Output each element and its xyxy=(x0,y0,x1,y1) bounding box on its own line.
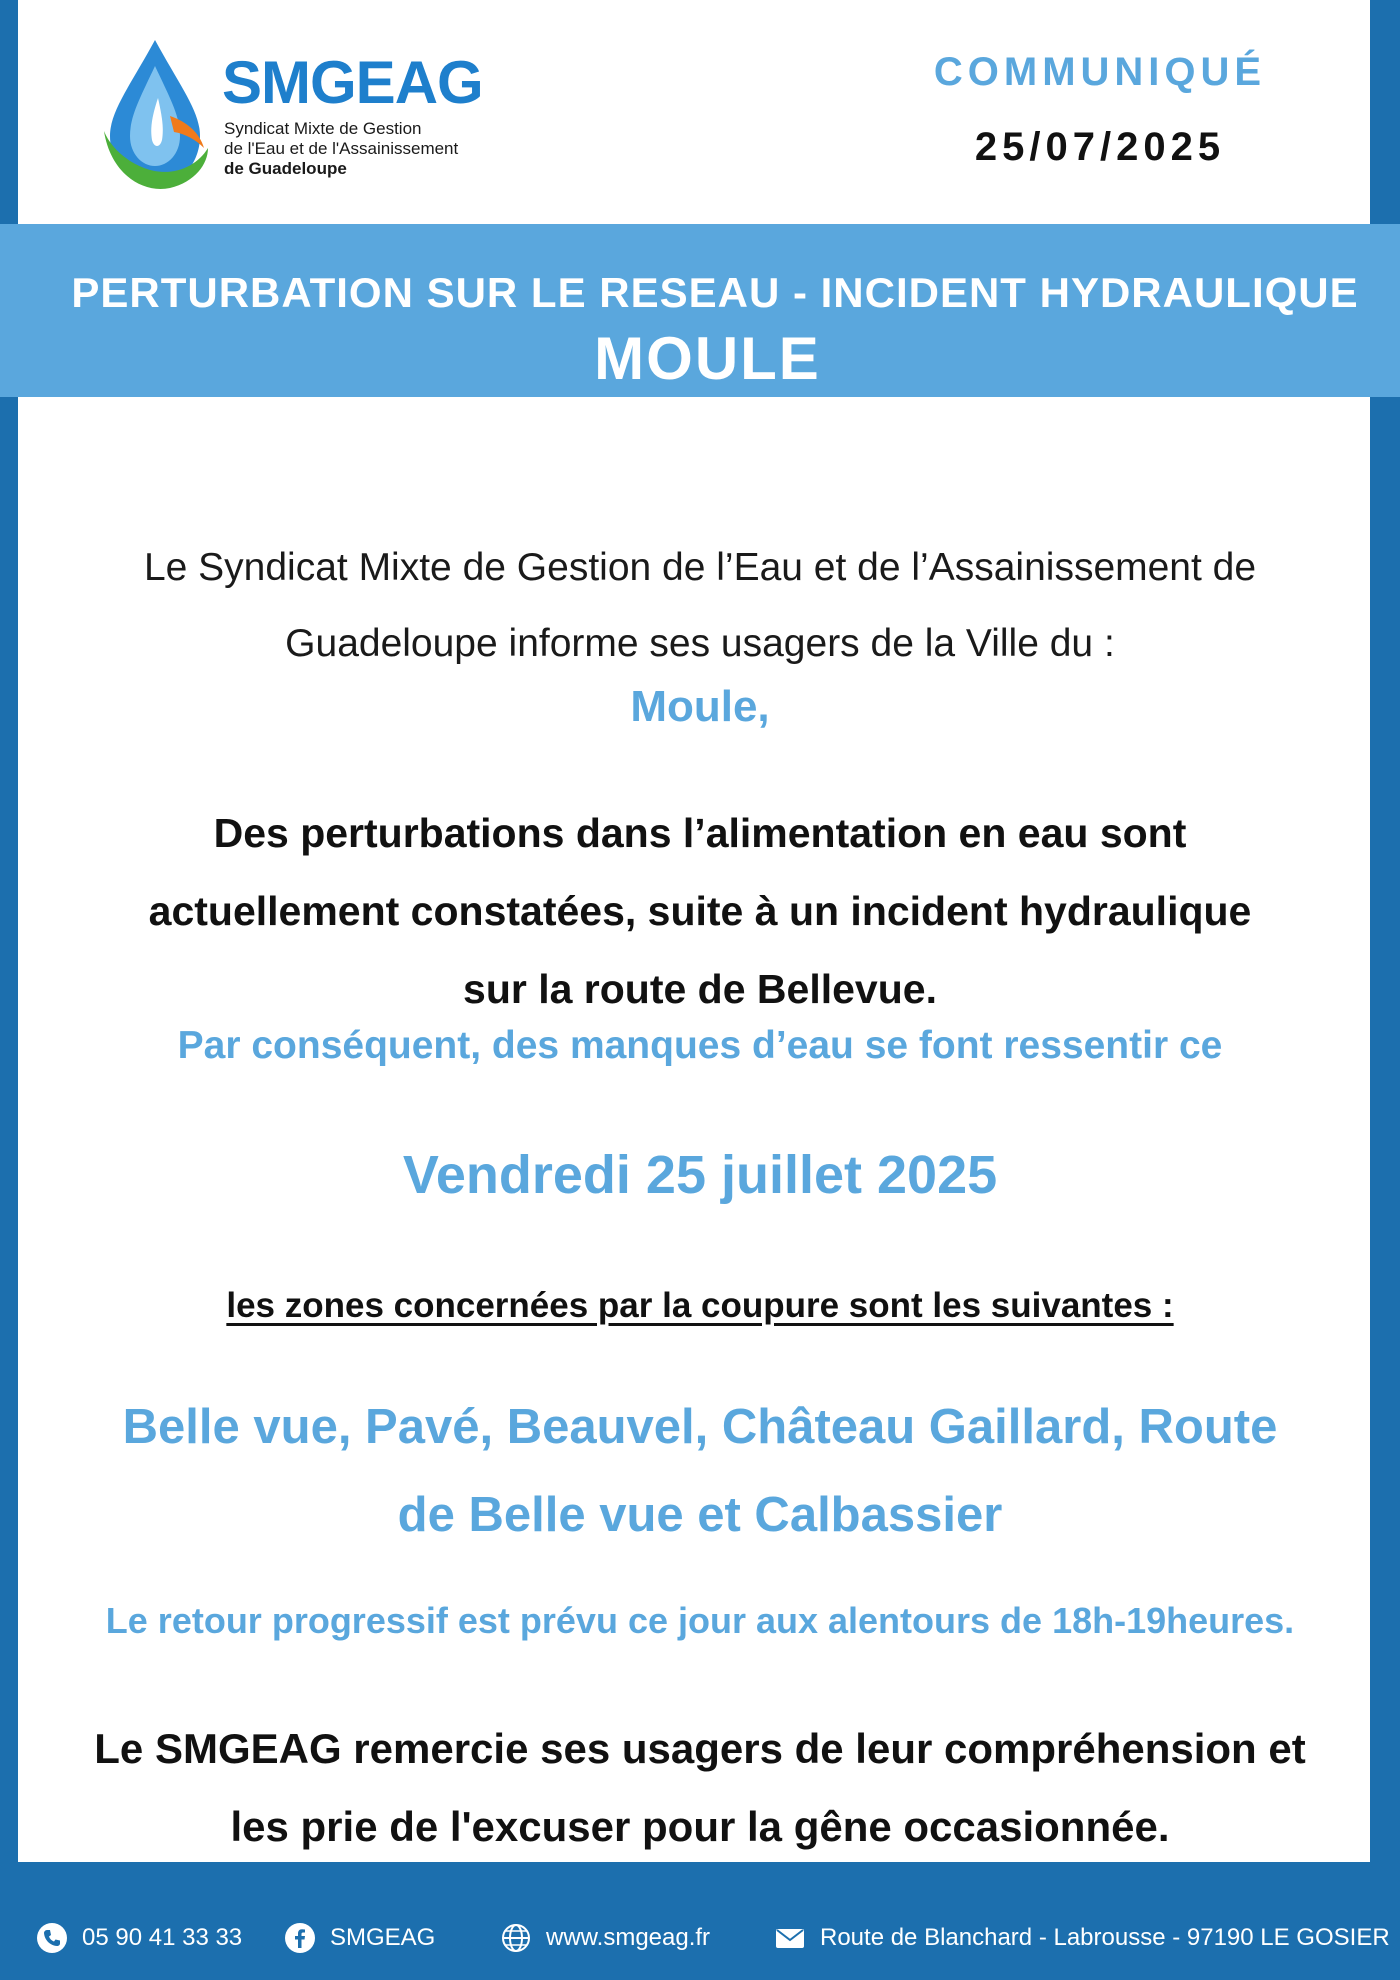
facebook-icon xyxy=(284,1922,316,1954)
brand-subtitle-line: de Guadeloupe xyxy=(224,159,347,178)
incident-line: actuellement constatées, suite à un incident hydraulique xyxy=(148,888,1252,934)
intro-line: Guadeloupe informe ses usagers de la Ville du : xyxy=(285,622,1115,665)
smgeag-logo xyxy=(100,36,520,196)
footer-address xyxy=(774,1922,1390,1954)
postal-address: Route de Blanchard - Labrousse - 97190 LE GOSIER xyxy=(820,1924,1390,1951)
brand-subtitle xyxy=(224,119,524,179)
water-drop-logo-icon xyxy=(100,36,210,196)
incident-day: Vendredi 25 juillet 2025 xyxy=(402,1145,998,1205)
document-type: COMMUNIQUÉ xyxy=(933,50,1267,94)
footer-facebook[interactable] xyxy=(284,1922,435,1954)
envelope-icon xyxy=(774,1922,806,1954)
town-name: Moule, xyxy=(630,682,770,731)
intro-line: Le Syndicat Mixte de Gestion de l’Eau et de l’Assainissement de xyxy=(143,546,1257,589)
banner-title: PERTURBATION SUR LE RESEAU - INCIDENT HYDRAULIQUE xyxy=(71,269,1359,316)
thanks-line: les prie de l'excuser pour la gêne occasionnée. xyxy=(230,1803,1170,1850)
zones-line: de Belle vue et Calbassier xyxy=(397,1488,1003,1542)
title-banner xyxy=(0,224,1400,397)
incident-line: sur la route de Bellevue. xyxy=(463,966,937,1012)
consequence-text: Par conséquent, des manques d’eau se font ressentir ce xyxy=(177,1024,1223,1067)
contact-footer xyxy=(0,1910,1400,1970)
zones-line: Belle vue, Pavé, Beauvel, Château Gaillard, Route xyxy=(122,1400,1278,1454)
brand-subtitle-line: de l'Eau et de l'Assainissement xyxy=(224,139,459,158)
intro-paragraph xyxy=(30,530,1370,682)
brand-subtitle-line: Syndicat Mixte de Gestion xyxy=(224,119,422,138)
brand-name: SMGEAG xyxy=(222,49,483,116)
footer-phone[interactable] xyxy=(36,1922,242,1954)
zones-list xyxy=(30,1383,1370,1559)
zones-heading: les zones concernées par la coupure sont les suivantes : xyxy=(226,1286,1174,1325)
banner-subtitle: MOULE xyxy=(594,325,821,392)
website-link: www.smgeag.fr xyxy=(546,1924,711,1951)
incident-line: Des perturbations dans l’alimentation en eau sont xyxy=(213,810,1187,856)
facebook-handle: SMGEAG xyxy=(330,1924,436,1951)
phone-number: 05 90 41 33 33 xyxy=(82,1924,243,1951)
thanks-paragraph xyxy=(30,1710,1370,1866)
restoration-notice: Le retour progressif est prévu ce jour aux alentours de 18h-19heures. xyxy=(105,1600,1295,1641)
thanks-line: Le SMGEAG remercie ses usagers de leur compréhension et xyxy=(94,1725,1306,1772)
document-date: 25/07/2025 xyxy=(974,125,1226,169)
incident-paragraph xyxy=(30,794,1370,1028)
footer-website[interactable] xyxy=(500,1922,710,1954)
phone-icon xyxy=(36,1922,68,1954)
globe-icon xyxy=(500,1922,532,1954)
